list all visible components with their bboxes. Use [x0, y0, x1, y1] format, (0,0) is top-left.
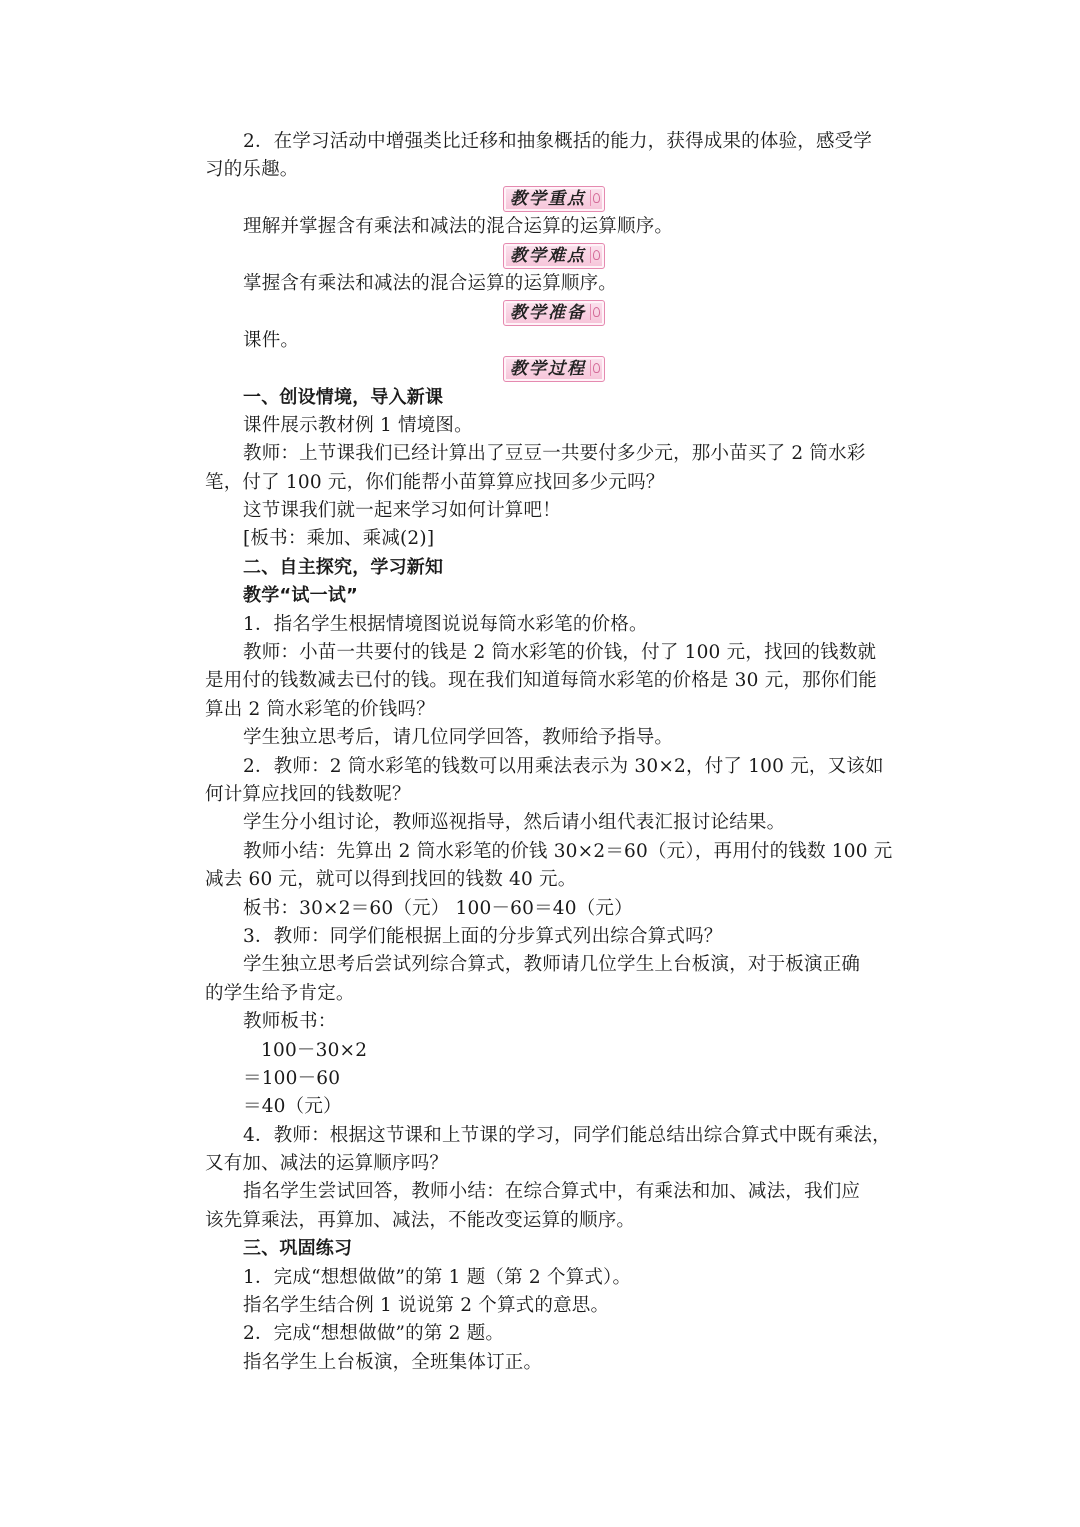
section-badge-row — [205, 298, 877, 326]
badge-ornament-icon — [590, 360, 601, 376]
text-line: 2．在学习活动中增强类比迁移和抽象概括的能力，获得成果的体验，感受学 — [243, 131, 873, 152]
text-line: 指名学生尝试回答，教师小结：在综合算式中，有乘法和加、减法，我们应 — [243, 1181, 861, 1203]
section-heading: 二、自主探究，学习新知 — [243, 556, 444, 578]
section-badge-label: 教学过程 — [510, 359, 586, 380]
badge-ornament-icon — [590, 247, 601, 263]
badge-ornament-icon — [590, 190, 601, 206]
text-line: 教师小结：先算出 2 筒水彩笔的价钱 30×2＝60（元），再用付的钱数 100 元 — [243, 840, 893, 862]
text-line: 指名学生上台板演，全班集体订正。 — [243, 1351, 543, 1373]
text-line: 2．完成“想想做做”的第 2 题。 — [243, 1323, 505, 1345]
section-badge — [503, 300, 605, 326]
text-line: 笔，付了 100 元，你们能帮小苗算算应找回多少元吗？ — [205, 471, 665, 493]
text-line: 课件展示教材例 1 情境图。 — [243, 414, 473, 436]
section-heading: 教学“试一试” — [243, 585, 359, 607]
text-line: ＝40（元） — [243, 1096, 342, 1118]
text-line: ＝100－60 — [243, 1067, 341, 1089]
text-line: 教师板书： — [243, 1011, 337, 1033]
text-line: 100－30×2 — [261, 1039, 368, 1061]
text-line: 学生分小组讨论，教师巡视指导，然后请小组代表汇报讨论结果。 — [243, 812, 786, 834]
section-badge-label: 教学难点 — [510, 245, 586, 266]
text-line: 习的乐趣。 — [205, 159, 299, 181]
text-line: 教师：小苗一共要付的钱是 2 筒水彩笔的价钱，付了 100 元，找回的钱数就 — [243, 642, 877, 664]
section-badge-row — [205, 355, 877, 383]
text-line: 板书：30×2＝60（元） 100－60＝40（元） — [243, 897, 633, 919]
text-line: 指名学生结合例 1 说说第 2 个算式的意思。 — [243, 1295, 610, 1317]
text-line: 减去 60 元，就可以得到找回的钱数 40 元。 — [205, 869, 577, 891]
text-line: 何计算应找回的钱数呢？ — [205, 783, 411, 805]
document-page — [205, 128, 893, 1377]
text-line: 理解并掌握含有乘法和减法的混合运算的运算顺序。 — [243, 216, 674, 238]
text-line: 算出 2 筒水彩笔的价钱吗？ — [205, 698, 435, 720]
text-line: 2．教师：2 筒水彩笔的钱数可以用乘法表示为 30×2，付了 100 元，又该如 — [243, 755, 884, 777]
section-heading: 三、巩固练习 — [243, 1238, 353, 1260]
text-line: 教师：上节课我们已经计算出了豆豆一共要付多少元，那小苗买了 2 筒水彩 — [243, 443, 866, 465]
text-line: 学生独立思考后，请几位同学回答，教师给予指导。 — [243, 727, 674, 749]
text-line: 学生独立思考后尝试列综合算式，教师请几位学生上台板演，对于板演正确 — [243, 954, 861, 976]
text-line: 是用付的钱数减去已付的钱。现在我们知道每筒水彩笔的价格是 30 元，那你们能 — [205, 670, 877, 692]
badge-ornament-icon — [590, 304, 601, 320]
text-line: 又有加、减法的运算顺序吗？ — [205, 1153, 449, 1175]
text-line: 这节课我们就一起来学习如何计算吧！ — [243, 500, 561, 522]
text-line: 该先算乘法，再算加、减法，不能改变运算的顺序。 — [205, 1209, 636, 1231]
section-badge-label: 教学重点 — [510, 188, 586, 209]
text-line: 4．教师：根据这节课和上节课的学习，同学们能总结出综合算式中既有乘法， — [243, 1124, 891, 1146]
section-badge — [503, 186, 605, 212]
text-line: 的学生给予肯定。 — [205, 982, 355, 1004]
text-line: 掌握含有乘法和减法的混合运算的运算顺序。 — [243, 272, 618, 294]
section-badge — [503, 243, 605, 269]
section-badge-row — [205, 185, 877, 213]
section-badge-label: 教学准备 — [510, 302, 586, 323]
text-line: 课件。 — [243, 329, 300, 351]
section-badge-row — [205, 242, 877, 270]
section-heading: 一、创设情境，导入新课 — [243, 386, 444, 408]
section-badge — [503, 356, 605, 382]
text-line: 1．指名学生根据情境图说说每筒水彩笔的价格。 — [243, 613, 648, 635]
text-line: 1．完成“想想做做”的第 1 题（第 2 个算式）。 — [243, 1266, 632, 1288]
text-line: [板书：乘加、乘减(2)] — [243, 528, 435, 550]
text-line: 3．教师：同学们能根据上面的分步算式列出综合算式吗？ — [243, 925, 723, 947]
